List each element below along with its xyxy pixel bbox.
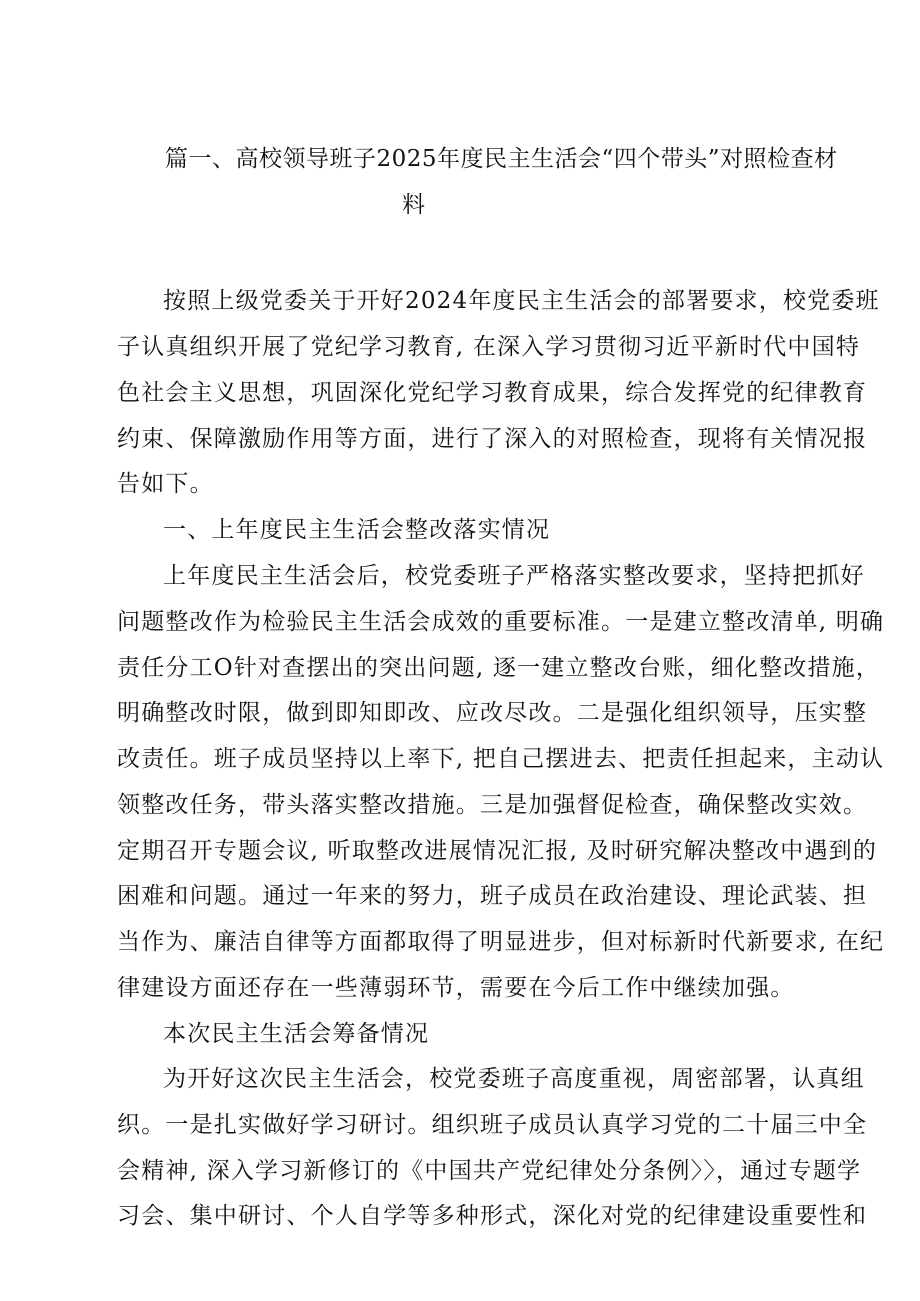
paragraph-2-line-6: 领整改任务，带头落实整改措施。三是加强督促检查，确保整改实效。 [117, 792, 868, 818]
paragraph-3-line-4: 习会、集中研讨、个人自学等多种形式，深化对党的纪律建设重要性和 [117, 1203, 868, 1229]
paragraph-2-line-3: 责任分工O针对查摆出的突出问题, 逐一建立整改台账，细化整改措施， [117, 655, 881, 681]
paragraph-1-line-4: 约束、保障激励作用等方面，进行了深入的对照检查，现将有关情况报 [117, 426, 868, 452]
paragraph-2-line-9: 当作为、廉洁自律等方面都取得了明显进步，但对标新时代新要求, 在纪 [117, 929, 885, 955]
paragraph-2-line-10: 律建设方面还存在一些薄弱环节，需要在今后工作中继续加强。 [117, 975, 795, 1001]
paragraph-1-line-5: 告如下。 [117, 471, 214, 497]
paragraph-3-line-1: 为开好这次民主生活会，校党委班子高度重视，周密部署，认真组 [163, 1066, 865, 1092]
paragraph-2-line-4: 明确整改时限，做到即知即改、应改尽改。二是强化组织领导，压实整 [117, 700, 868, 726]
paragraph-1-line-1: 按照上级党委关于开好2024年度民主生活会的部署要求，校党委班 [163, 288, 880, 314]
section-heading-1: 一、上年度民主生活会整改落实情况 [163, 517, 551, 543]
paragraph-1-line-3: 色社会主义思想，巩固深化党纪学习教育成果，综合发挥党的纪律教育 [117, 380, 868, 406]
paragraph-2-line-7: 定期召开专题会议, 听取整改进展情况汇报, 及时研究解决整改中遇到的 [117, 838, 878, 864]
section-heading-2: 本次民主生活会筹备情况 [163, 1021, 430, 1047]
paragraph-1-line-2: 子认真组织开展了党纪学习教育, 在深入学习贯彻习近平新时代中国特 [117, 334, 861, 360]
paragraph-3-line-3: 会精神, 深入学习新修订的《中国共产党纪律处分条例〉〉，通过专题学 [117, 1158, 862, 1184]
document-title-line-2: 料 [402, 192, 426, 218]
paragraph-2-line-5: 改责任。班子成员坚持以上率下, 把自己摆进去、把责任担起来，主动认 [117, 746, 885, 772]
paragraph-3-line-2: 织。一是扎实做好学习研讨。组织班子成员认真学习党的二十届三中全 [117, 1112, 868, 1138]
paragraph-2-line-2: 问题整改作为检验民主生活会成效的重要标准。一是建立整改清单, 明确 [117, 609, 885, 635]
document-title-line-1: 篇一、高校领导班子2025年度民主生活会“四个带头”对照检查材 [165, 146, 838, 172]
paragraph-2-line-1: 上年度民主生活会后，校党委班子严格落实整改要求，坚持把抓好 [163, 563, 865, 589]
paragraph-2-line-8: 困难和问题。通过一年来的努力，班子成员在政治建设、理论武装、担 [117, 883, 868, 909]
